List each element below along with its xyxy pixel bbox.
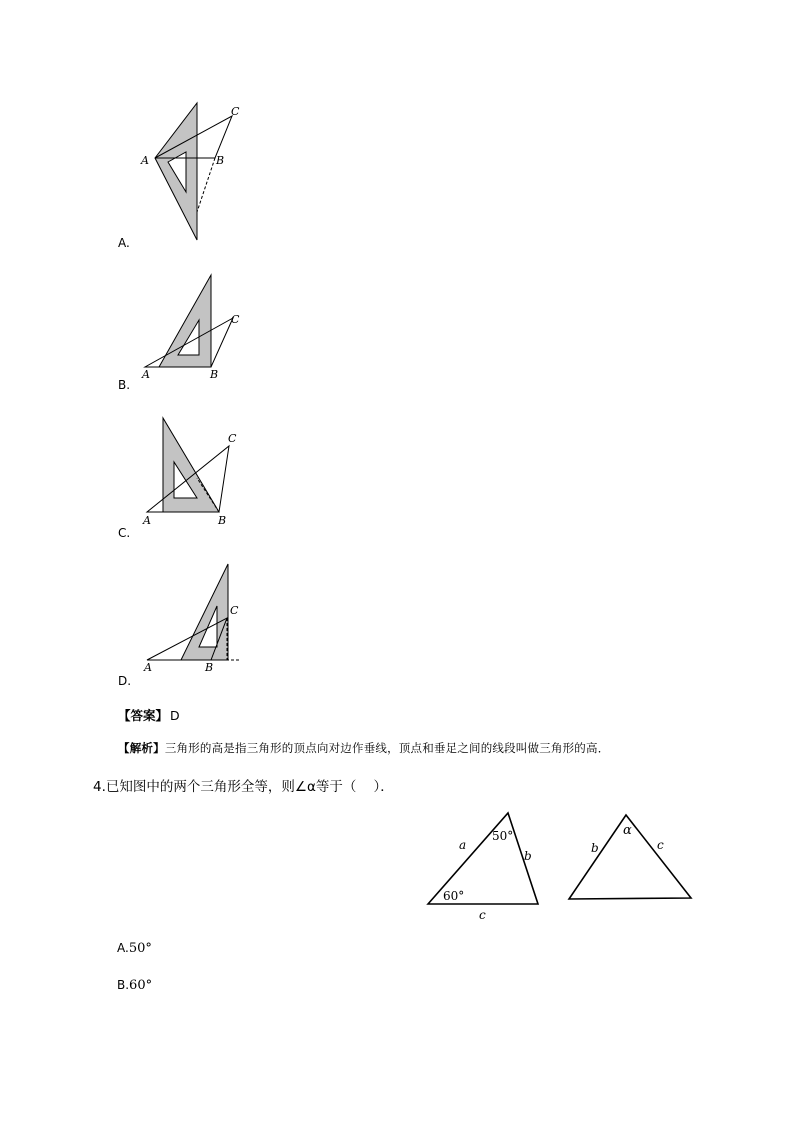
tri2-side-b: b	[591, 841, 599, 855]
analysis-line	[118, 740, 609, 756]
label-a: A	[143, 514, 151, 527]
option-a-figure	[135, 100, 265, 250]
label-a: A	[142, 368, 150, 381]
answer-value: D	[170, 708, 180, 723]
choice-b[interactable]	[117, 977, 152, 993]
label-b: B	[205, 661, 214, 674]
choice-a[interactable]	[117, 940, 152, 956]
choice-b-value: 60°	[129, 978, 153, 993]
height-line-a	[197, 158, 215, 212]
tri2-angle-alpha: α	[623, 823, 632, 838]
option-d-figure	[135, 560, 265, 675]
tri1-side-a: a	[459, 838, 467, 852]
tri1-angle-top: 50°	[492, 829, 514, 843]
label-b: B	[210, 368, 219, 381]
option-c-label: C.	[118, 526, 131, 540]
label-b: B	[218, 514, 227, 527]
label-c: C	[231, 105, 240, 118]
option-b-figure	[135, 270, 265, 385]
analysis-text: 三角形的高是指三角形的顶点向对边作垂线，顶点和垂足之间的线段叫做三角形的高．	[164, 741, 610, 755]
tri1-side-b: b	[524, 849, 532, 863]
label-c: C	[230, 604, 239, 617]
answer-line	[118, 706, 180, 724]
analysis-tag: 【解析】	[118, 741, 165, 755]
option-d-label: D.	[118, 674, 132, 688]
congruent-triangles-figure	[420, 805, 710, 925]
option-a-label: A.	[118, 236, 130, 250]
label-c: C	[228, 432, 237, 445]
choice-a-value: 50°	[128, 941, 152, 956]
choice-a-label: A.	[117, 941, 129, 955]
tri1-angle-left: 60°	[443, 889, 465, 903]
question-text: 4.已知图中的两个三角形全等，则∠α等于（ ）．	[93, 779, 394, 795]
tri2-side-c: c	[657, 838, 664, 852]
label-a: A	[141, 154, 149, 167]
label-c: C	[231, 313, 240, 326]
answer-tag: 【答案】	[118, 708, 169, 723]
label-a: A	[144, 661, 152, 674]
label-b: B	[216, 154, 225, 167]
tri1-side-c: c	[479, 908, 486, 922]
option-b-label: B.	[118, 378, 131, 392]
option-c-figure	[135, 412, 265, 532]
choice-b-label: B.	[117, 978, 130, 992]
